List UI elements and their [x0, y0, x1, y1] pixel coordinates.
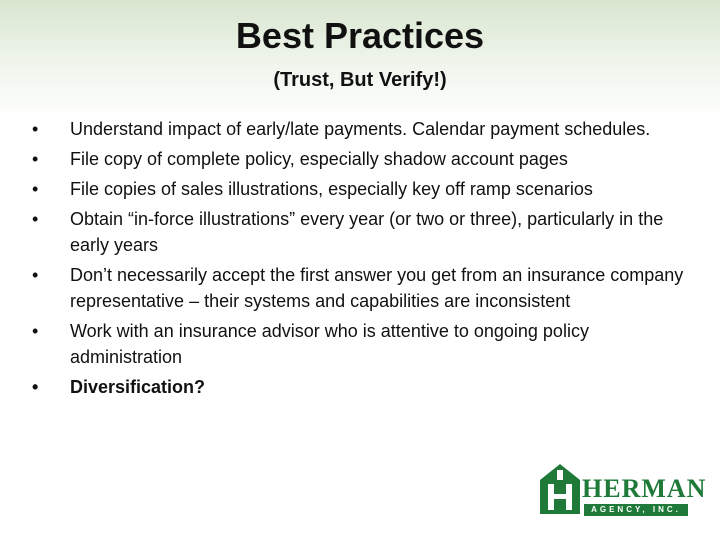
bullet-dot: • — [32, 179, 39, 199]
bullet-dot: • — [32, 265, 39, 285]
slide-subtitle: (Trust, But Verify!) — [273, 69, 447, 91]
herman-agency-logo — [538, 462, 707, 518]
logo-tagline: AGENCY, INC. — [584, 504, 688, 516]
bullet-text: Understand impact of early/late payments. Calendar payment schedules. — [70, 119, 651, 139]
house-h-logo-icon — [538, 462, 582, 516]
bullet-text: Work with an insurance advisor who is attentive to ongoing policy administration — [70, 321, 589, 367]
bullet-text: Diversification? — [70, 377, 206, 397]
bullet-dot: • — [32, 209, 39, 229]
bullet-dot: • — [32, 119, 39, 139]
bullet-item — [30, 176, 690, 202]
bullet-item — [30, 206, 690, 258]
bullet-text: Obtain “in-force illustrations” every year (or two or three), particularly in the early years — [70, 209, 664, 255]
bullet-item — [30, 146, 690, 172]
bullet-dot: • — [32, 377, 39, 397]
logo-name: HERMAN — [582, 474, 707, 503]
bullet-dot: • — [32, 149, 39, 169]
bullet-item — [30, 262, 690, 314]
bullet-list — [30, 116, 690, 404]
bullet-dot: • — [32, 321, 39, 341]
bullet-text: File copy of complete policy, especially shadow account pages — [70, 149, 568, 169]
bullet-text: Don’t necessarily accept the first answer you get from an insurance company representative – their systems and capabilities are inconsistent — [70, 265, 684, 311]
bullet-item — [30, 116, 690, 142]
bullet-item — [30, 318, 690, 370]
bullet-item — [30, 374, 690, 400]
slide-title: Best Practices — [235, 15, 485, 56]
bullet-text: File copies of sales illustrations, especially key off ramp scenarios — [70, 179, 593, 199]
